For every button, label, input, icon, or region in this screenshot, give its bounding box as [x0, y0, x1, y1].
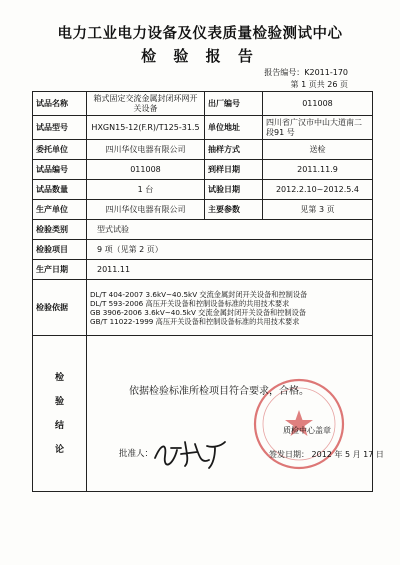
sample-no: 011008	[87, 160, 205, 180]
seal-caption: 质检中心盖章	[283, 426, 331, 435]
manufacturer-label: 生产单位	[33, 200, 87, 220]
table-row	[33, 336, 373, 492]
table-row	[33, 240, 373, 260]
table-row	[33, 260, 373, 280]
model-label: 试品型号	[33, 116, 87, 140]
basis-item: DL/T 404-2007 3.6kV~40.5kV 交流金属封闭开关设备和控制设备	[90, 289, 308, 299]
table-row	[33, 200, 373, 220]
client-label: 委托单位	[33, 140, 87, 160]
unit-address-label: 单位地址	[205, 116, 263, 140]
test-items-label: 检验项目	[33, 240, 87, 260]
unit-address: 四川省广汉市中山大道南二段91 号	[263, 116, 373, 140]
organization-name: 电力工业电力设备及仪表质量检验测试中心	[57, 26, 343, 42]
quantity: 1 台	[87, 180, 205, 200]
table-row	[33, 116, 373, 140]
approver-label: 批准人：	[119, 449, 154, 459]
test-items: 9 项（见第 2 页）	[87, 240, 373, 260]
quantity-label: 试品数量	[33, 180, 87, 200]
main-params-label: 主要参数	[205, 200, 263, 220]
factory-no-label: 出厂编号	[205, 92, 263, 116]
sign-date: 签发日期： 2012 年 5 月 17 日	[269, 450, 384, 459]
test-date-label: 试验日期	[205, 180, 263, 200]
table-row	[33, 180, 373, 200]
basis-item: DL/T 593-2006 高压开关设备和控制设备标准的共用技术要求	[90, 298, 290, 308]
report-number: 报告编号：K2011-170	[264, 68, 348, 77]
production-date: 2011.11	[87, 260, 373, 280]
basis-list	[87, 280, 373, 336]
table-row	[33, 140, 373, 160]
basis-item: GB 3906-2006 3.6kV~40.5kV 交流金属封闭开关设备和控制设备	[90, 307, 306, 317]
sample-name-label: 试品名称	[33, 92, 87, 116]
manufacturer: 四川华仪电器有限公司	[87, 200, 205, 220]
conclusion-cell	[87, 336, 384, 492]
conclusion-text: 依据检验标准所检项目符合要求，合格。	[129, 386, 309, 397]
arrival-date-label: 到样日期	[205, 160, 263, 180]
table-row	[33, 220, 373, 240]
conclusion-label: 检 验 结 论	[33, 336, 87, 492]
production-date-label: 生产日期	[33, 260, 87, 280]
document-title: 检 验 报 告	[141, 47, 259, 65]
test-type: 型式试验	[87, 220, 373, 240]
test-date: 2012.2.10~2012.5.4	[263, 180, 373, 200]
table-row	[33, 92, 373, 116]
page-info: 第 1 页共 26 页	[290, 80, 348, 89]
model: HXGN15-12(F.R)/T125-31.5	[87, 116, 205, 140]
main-params: 见第 3 页	[263, 200, 373, 220]
sampling: 送检	[263, 140, 373, 160]
sampling-label: 抽样方式	[205, 140, 263, 160]
arrival-date: 2011.11.9	[263, 160, 373, 180]
table-row	[33, 160, 373, 180]
approver-signature	[151, 436, 231, 470]
test-type-label: 检验类别	[33, 220, 87, 240]
table-row	[33, 280, 373, 336]
factory-no: 011008	[263, 92, 373, 116]
basis-label: 检验依据	[33, 280, 87, 336]
basis-item: GB/T 11022-1999 高压开关设备和控制设备标准的共用技术要求	[90, 316, 300, 326]
report-table	[32, 91, 384, 492]
sample-no-label: 试品编号	[33, 160, 87, 180]
client: 四川华仪电器有限公司	[87, 140, 205, 160]
sample-name: 箱式固定交流金属封闭环网开关设备	[87, 92, 205, 116]
